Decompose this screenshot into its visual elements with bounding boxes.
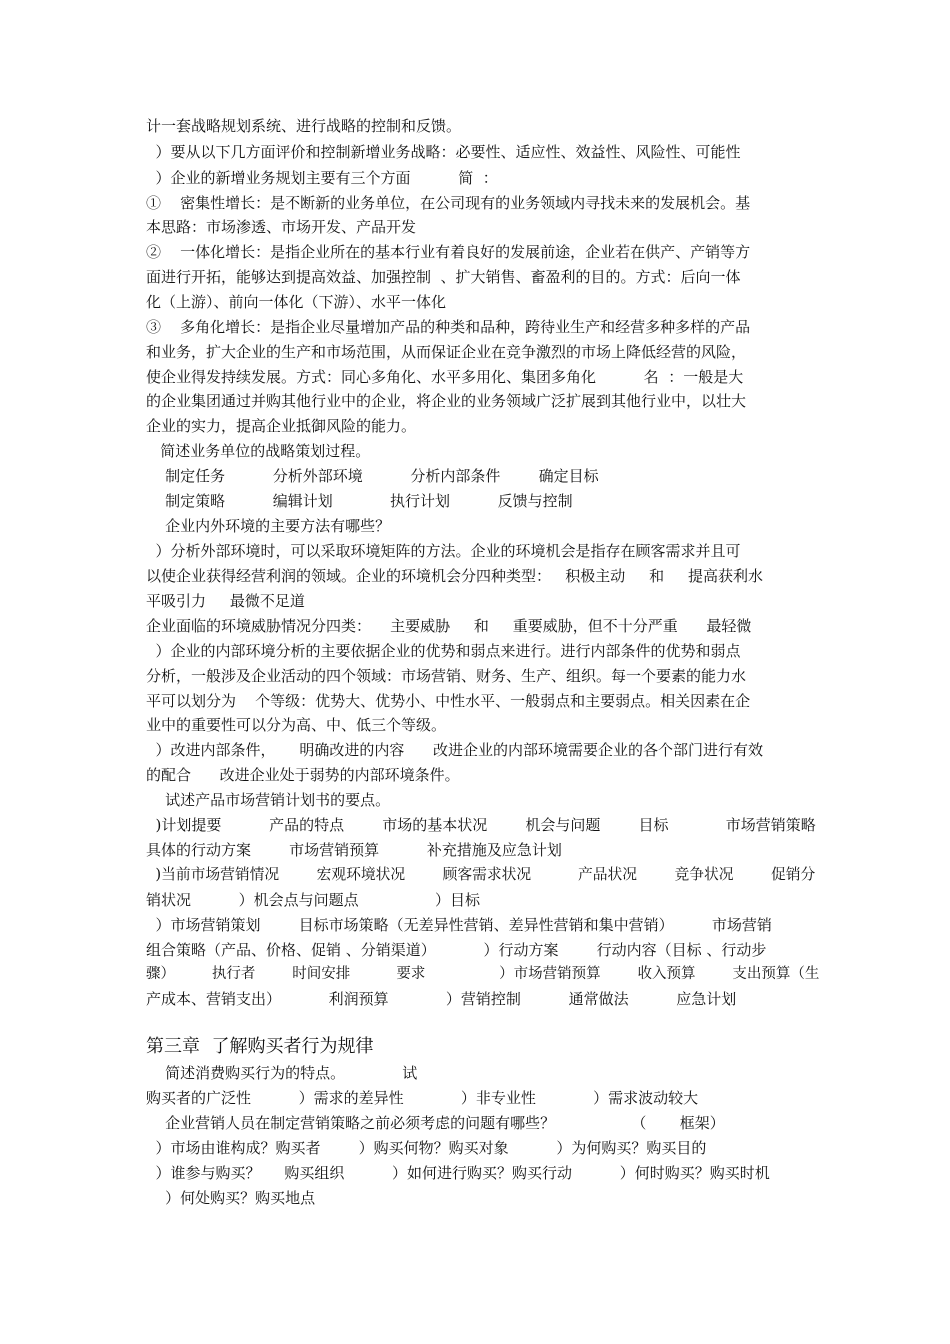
text-line: 组合策略（产品、价格、促销 、分销渠道） ）行动方案 行动内容（目标 、行动步 (146, 941, 767, 959)
text-line: 以使企业获得经营利润的领域。企业的环境机会分四种类型： 积极主动 和 提高获利水 (146, 567, 763, 585)
text-line: )计划提要 产品的特点 市场的基本状况 机会与问题 目标 市场营销策略 (146, 816, 816, 834)
text-line: 业中的重要性可以分为高、中、低三个等级。 (146, 716, 447, 734)
text-line: 使企业得发持续发展。方式：同心多角化、水平多用化、集团多角化 名 ：一般是大 (146, 368, 744, 386)
text-line: 平可以划分为 个等级：优势大、优势小、中性水平、一般弱点和主要弱点。相关因素在企 (146, 692, 751, 710)
text-line: 购买者的广泛性 ）需求的差异性 ）非专业性 ）需求波动较大 (146, 1089, 699, 1107)
text-line: 的配合 改进企业处于弱势的内部环境条件。 (146, 766, 460, 784)
text-line: ）企业的内部环境分析的主要依据企业的优势和弱点来进行。进行内部条件的优势和弱点 (146, 642, 741, 660)
text-line: 企业内外环境的主要方法有哪些？ (146, 517, 391, 535)
text-line: 计一套战略规划系统、进行战略的控制和反馈。 (146, 117, 462, 135)
text-line: 产成本、营销支出） 利润预算 ）营销控制 通常做法 应急计划 (146, 990, 737, 1008)
text-line: 制定策略 编辑计划 执行计划 反馈与控制 (146, 492, 573, 510)
text-line: 企业面临的环境威胁情况分四类： 主要威胁 和 重要威胁，但不十分严重 最轻微 (146, 617, 752, 635)
text-line: )当前市场营销情况 宏观环境状况 顾客需求状况 产品状况 竞争状况 促销分 (146, 866, 816, 883)
text-line: 平吸引力 最微不足道 (146, 592, 305, 610)
text-line: 面进行开拓，能够达到提高效益、加强控制 、扩大销售、畜盈利的目的。方式：后向一体 (146, 268, 741, 286)
text-line: ）谁参与购买？ 购买组织 ）如何进行购买？购买行动 ）何时购买？购买时机 (146, 1164, 770, 1182)
text-line: ① 密集性增长：是不断新的业务单位，在公司现有的业务领域内寻找未来的发展机会。基 (146, 194, 751, 212)
text-line: 化（上游）、前向一体化（下游）、水平一体化 (146, 293, 447, 311)
text-line: ）何处购买？购买地点 (146, 1189, 316, 1207)
text-line: ）要从以下几方面评价和控制新增业务战略：必要性、适应性、效益性、风险性、可能性 (146, 143, 741, 161)
text-line: 分析，一般涉及企业活动的四个领域：市场营销、财务、生产、组织。每一个要素的能力水 (146, 667, 747, 685)
text-line: 具体的行动方案 市场营销预算 补充措施及应急计划 (146, 841, 562, 859)
text-line: ② 一体化增长：是指企业所在的基本行业有着良好的发展前途，企业若在供产、产销等方 (146, 243, 751, 261)
text-line: 简述消费购买行为的特点。 试 (146, 1064, 418, 1082)
text-line: ）市场由谁构成？购买者 ）购买何物？购买对象 ）为何购买？购买目的 (146, 1139, 707, 1157)
text-line: 企业营销人员在制定营销策略之前必须考虑的问题有哪些？ （ 框架） (146, 1114, 725, 1132)
text-line: 和业务，扩大企业的生产和市场范围，从而保证企业在竞争激烈的市场上降低经营的风险， (146, 343, 747, 361)
text-line: 试述产品市场营销计划书的要点。 (146, 791, 391, 809)
text-line: ）市场营销策划 目标市场策略（无差异性营销、差异性营销和集中营销） 市场营销 (146, 916, 772, 934)
text-line: 企业的实力，提高企业抵御风险的能力。 (146, 417, 417, 435)
text-line: ）改进内部条件， 明确改进的内容 改进企业的内部环境需要企业的各个部门进行有效 (146, 741, 763, 759)
text-line: 本思路：市场渗透、市场开发、产品开发 (146, 218, 417, 236)
text-line: ③ 多角化增长：是指企业尽量增加产品的种类和品种，跨待业生产和经营多种多样的产品 (146, 318, 751, 336)
text-line: 骤） 执行者 时间安排 要求 ）市场营销预算 收入预算 支出预算（生 (146, 966, 820, 982)
text-line: 销状况 ）机会点与问题点 ）目标 (146, 891, 480, 909)
text-line: ）企业的新增业务规划主要有三个方面 简 ： (146, 169, 498, 187)
text-line: 的企业集团通过并购其他行业中的企业，将企业的业务领域广泛扩展到其他行业中，以壮大 (146, 392, 747, 410)
text-line: 制定任务 分析外部环境 分析内部条件 确定目标 (146, 467, 599, 485)
text-line: ）分析外部环境时，可以采取环境矩阵的方法。企业的环境机会是指存在顾客需求并且可 (146, 542, 741, 560)
chapter-title: 第三章 了解购买者行为规律 (146, 1036, 374, 1057)
text-line: 简述业务单位的战略策划过程。 (146, 442, 371, 460)
